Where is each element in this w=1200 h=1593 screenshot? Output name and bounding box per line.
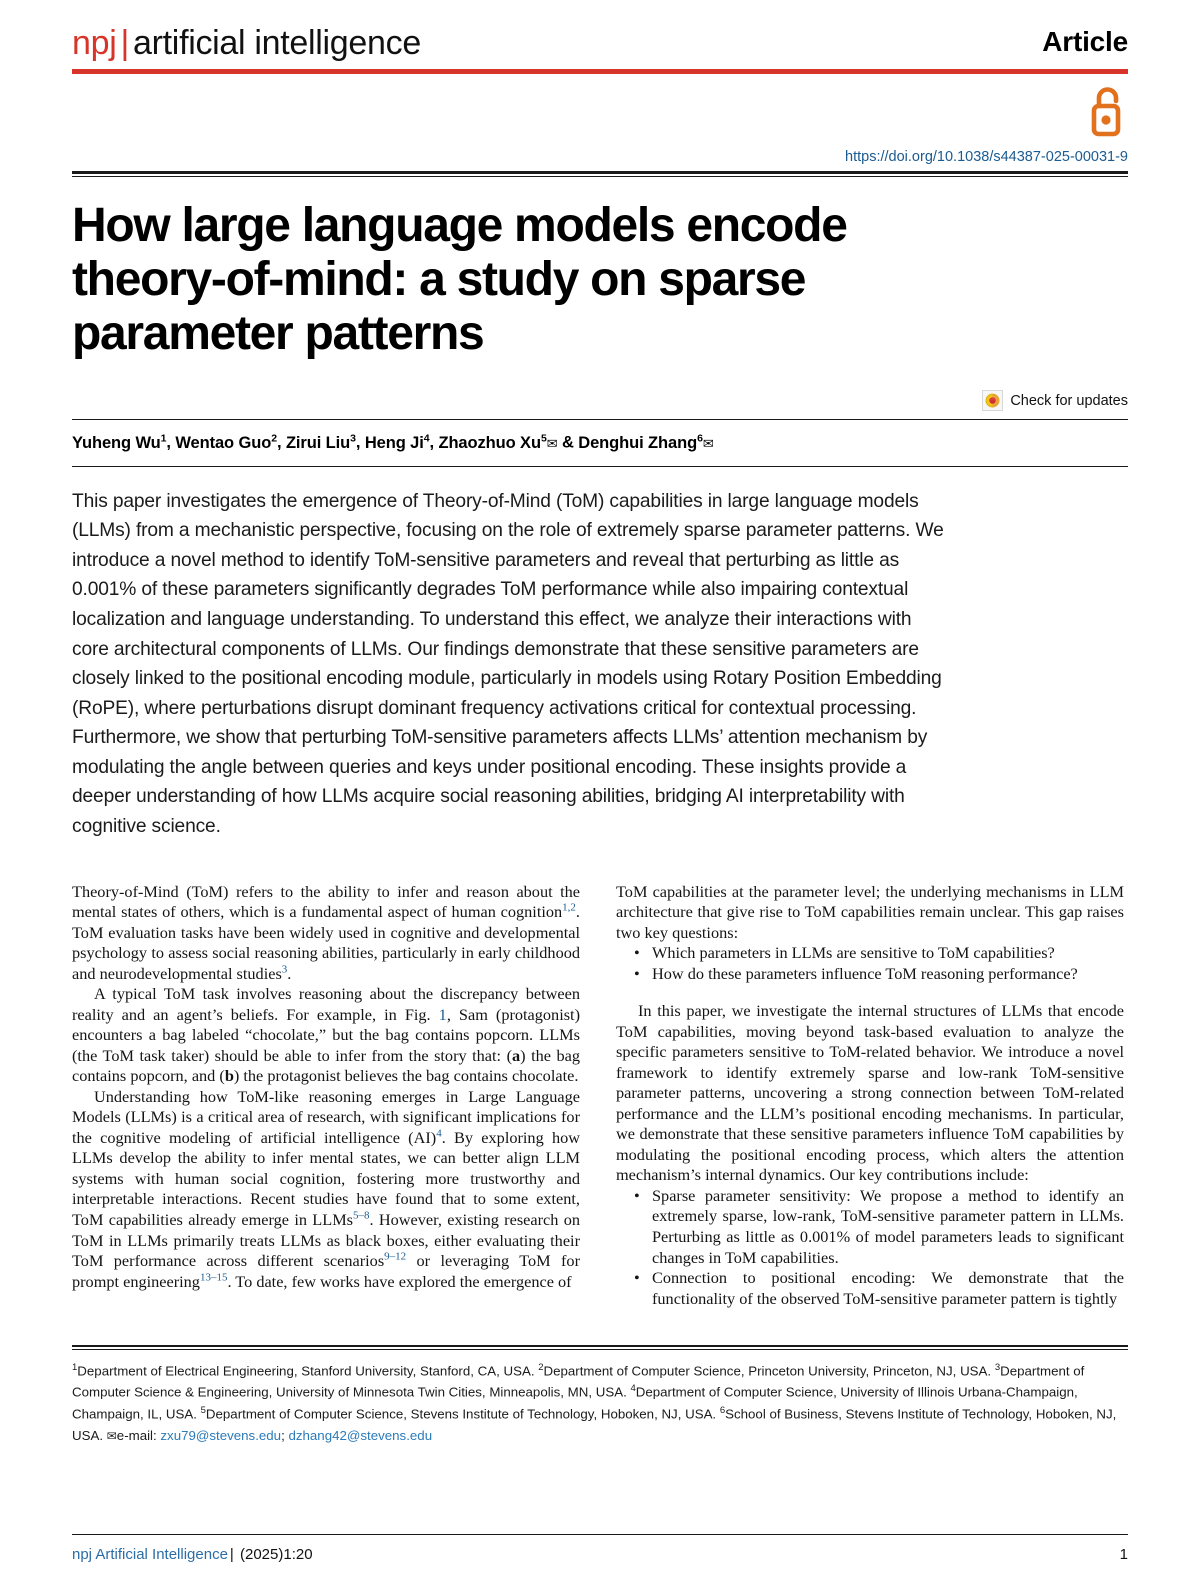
affiliations-block [72,1350,1128,1447]
doi-row [72,142,1128,171]
text-run: ) the bag contains popcorn, and ( [72,1045,580,1086]
text-run: A typical ToM task involves reasoning about the discrepancy between reality and an agent’s beliefs. For example, in Fig. [72,984,580,1024]
brand-npj: npj [72,24,117,62]
paragraph-spacer [616,984,1124,1001]
affiliation-text: Department of Computer Science, Princeton University, Princeton, NJ, USA. [543,1362,995,1378]
email-separator: ; [281,1428,289,1444]
page-title: How large language models encode theory-of-mind: a study on sparse parameter patterns [72,199,847,360]
author-entry [175,434,277,452]
check-for-updates-label: Check for updates [1010,392,1128,409]
paragraph-gap-questions: ToM capabilities at the parameter level; the underlying mechanisms in LLM architecture that give rise to ToM capabilities remain unclear. This gap raises two key questions: [616,881,1124,942]
footer-row [72,1535,1128,1563]
paragraph-intro [72,882,580,985]
email-link-1[interactable]: zxu79@stevens.edu [160,1428,282,1444]
citation-ref[interactable]: 5–8 [353,1209,370,1222]
affiliation-text: Department of Computer Science, Stevens Institute of Technology, Hoboken, NJ, USA. [205,1406,720,1422]
text-run: Understanding how ToM-like reasoning emerges in Large Language Models (LLMs) is a critical area of research, with significant implications for the cognitive modeling of artificial intelligence (AI) [72,1086,580,1147]
corresponding-author-envelope-icon[interactable]: ✉ [546,435,558,451]
brand-divider: | [120,24,130,62]
author-entry [365,434,430,452]
label-a: a [512,1045,521,1065]
author-affiliation-marker: 3 [350,432,356,445]
author-name: Zirui Liu [285,433,351,452]
title-top-rule [72,171,1128,177]
list-item: • Which parameters in LLMs are sensitive to ToM capabilities? [650,943,1124,964]
citation-ref[interactable]: 1,2 [562,901,576,914]
affiliation-marker: 2 [538,1361,544,1373]
text-run: or leveraging ToM for prompt engineering [72,1251,580,1291]
email-link-2[interactable]: dzhang42@stevens.edu [288,1428,433,1444]
open-access-row [72,74,1128,142]
affiliation-text: Department of Computer Science, University of Illinois Urbana-Champaign, Champaign, IL, USA. [72,1384,1078,1422]
affiliation-text: School of Business, Stevens Institute of Technology, Hoboken, NJ, USA. [72,1406,1117,1444]
author-affiliation-marker: 2 [271,432,277,445]
paragraph-understanding [72,1087,580,1292]
author-name: Heng Ji [364,433,424,452]
journal-brand [72,26,421,64]
author-entry [286,434,356,452]
email-envelope-icon: ✉ [106,1429,117,1444]
affiliation-marker: 6 [719,1405,726,1417]
masthead [72,0,1128,64]
contributions-list [616,1186,1124,1309]
list-item: • Sparse parameter sensitivity: We propose a method to identify an extremely sparse, low-rank, ToM-sensitive parameter pattern in LLMs. Perturbing as little as 0.001% of model parameters leads to significant changes in ToM capabilities. [650,1186,1124,1268]
paragraph-tom-task [72,984,580,1087]
body-columns [72,870,1128,1337]
key-questions-list [616,943,1124,984]
crossmark-badge-icon [982,390,1003,411]
author-affiliation-marker: 4 [423,432,430,445]
text-run: ) the protagonist believes the bag contains chocolate. [233,1066,579,1086]
author-entry [578,434,713,452]
text-run: , Sam (protagonist) encounters a bag labeled “chocolate,” but the bag contains popcorn. LLMs (the ToM task taker) should be able to infer from the story that: ( [72,1004,581,1065]
text-run: . ToM evaluation tasks have been widely used in cognitive and developmental psychology to assess social reasoning abilities, particularly in early childhood and neurodevelopmental studies [72,902,580,983]
list-item: • Connection to positional encoding: We demonstrate that the functionality of the observed ToM-sensitive parameter pattern is tightly [650,1268,1124,1309]
author-separator: , [276,433,286,452]
affiliation-marker: 4 [630,1383,636,1395]
affiliation-marker: 1 [72,1361,78,1373]
list-item: • How do these parameters influence ToM reasoning performance? [650,964,1124,985]
author-name: Wentao Guo [175,433,272,452]
citation-ref[interactable]: 9–12 [384,1250,407,1263]
author-affiliation-marker: 6 [697,432,703,445]
affiliation-marker: 3 [994,1361,1001,1373]
corresponding-author-envelope-icon[interactable]: ✉ [702,435,714,451]
footer-volume-article: (2025)1:20 [235,1546,313,1563]
text-run: Theory-of-Mind (ToM) refers to the ability to infer and reason about the mental states of others, which is a fundamental aspect of human cognition [72,881,580,922]
citation-ref[interactable]: 4 [436,1127,442,1140]
author-separator: , [355,433,365,452]
author-separator: & [557,433,579,452]
author-affiliation-marker: 1 [160,432,167,445]
affiliation-marker: 5 [200,1405,206,1417]
open-access-lock-icon [1088,86,1128,138]
citation-ref[interactable]: 3 [281,963,288,976]
text-run: . By exploring how LLMs develop the ability to infer mental states, we can better align LLM systems with human social cognition, fostering more trustworthy and interpretable interactions. Recent studies have found that to some extent, ToM capabilities already emerge in LLMs [72,1127,581,1229]
author-separator: , [166,433,176,452]
text-run: . To date, few works have explored the emergence of [227,1271,572,1291]
check-for-updates[interactable] [72,390,1128,411]
paragraph-contributions-intro: In this paper, we investigate the internal structures of LLMs that encode ToM capabilities, moving beyond task-based evaluation to analyze the specific parameters sensitive to ToM-related behavior. We introduce a novel framework to identify extremely sparse and low-rank ToM-sensitive parameter patterns, uncovering a strong connection between ToM-related performance and the LLM’s positional encoding mechanisms. In particular, we demonstrate that these sensitive parameters influence ToM capabilities by modulating the positional encoding process, which alters the attention mechanism’s internal dynamics. Our key contributions include: [616,1001,1124,1185]
figure-link[interactable]: 1 [438,1004,447,1024]
author-name: Denghui Zhang [578,433,698,452]
affiliation-text: Department of Electrical Engineering, Stanford University, Stanford, CA, USA. [77,1362,539,1378]
footer-citation [72,1546,313,1563]
abstract-text: This paper investigates the emergence of Theory-of-Mind (ToM) capabilities in large language models (LLMs) from a mechanistic perspective, focusing on the role of extremely sparse parameter patterns. We introduce a novel method to identify ToM-sensitive parameters and reveal that perturbing as little as 0.001% of these parameters significantly degrades ToM performance while also impairing contextual localization and language understanding. To understand this effect, we analyze their interactions with core architectural components of LLMs. Our findings demonstrate that these sensitive parameters are closely linked to the positional encoding module, particularly in models using Rotary Position Embedding (RoPE), where perturbations disrupt dominant frequency activations critical for contextual processing. Furthermore, we show that perturbing ToM-sensitive parameters affects LLMs’ attention mechanism by modulating the angle between queries and keys under positional encoding. These insights provide a deeper understanding of how LLMs acquire social reasoning abilities, bridging AI interpretability with cognitive science. [72,490,944,837]
citation-ref[interactable]: 13–15 [199,1271,228,1284]
footer-journal-name: npj Artificial Intelligence [72,1546,228,1563]
author-name: Zhaozhuo Xu [438,433,541,452]
author-entry [438,434,557,452]
author-separator: , [429,433,439,452]
author-name: Yuheng Wu [72,433,161,452]
brand-journal-name: artificial intelligence [133,24,421,62]
left-column [72,882,580,1337]
page-footer [72,1534,1128,1563]
doi-link[interactable]: https://doi.org/10.1038/s44387-025-00031-9 [845,149,1128,165]
author-affiliation-marker: 5 [540,432,547,445]
footer-divider: | [229,1546,234,1563]
author-list [72,420,1128,466]
article-type-label: Article [1042,26,1128,57]
text-run: . [287,963,292,983]
email-label: e-mail: [116,1428,161,1444]
page-number: 1 [1119,1546,1128,1563]
affiliation-text: Department of Computer Science & Engineering, University of Minnesota Twin Cities, Minneapolis, MN, USA. [72,1362,1085,1400]
text-run: . However, existing research on ToM in LLMs primarily treats LLMs as black boxes, either evaluating their ToM performance across different scenarios [72,1210,580,1271]
label-b: b [224,1066,234,1086]
right-column [616,882,1124,1337]
author-entry [72,434,166,452]
